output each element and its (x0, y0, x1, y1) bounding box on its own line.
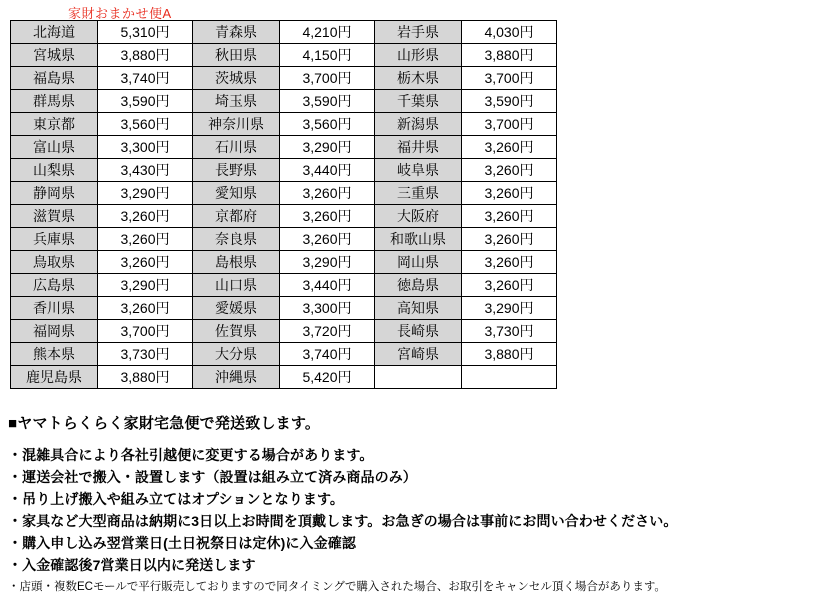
note-line: ・入金確認後7営業日以内に発送します (8, 557, 256, 573)
empty-cell (375, 366, 462, 389)
price-cell: 3,290円 (462, 297, 557, 320)
price-cell: 3,260円 (98, 205, 193, 228)
price-cell: 3,440円 (280, 274, 375, 297)
note-disclaimer: ・店頭・複数ECモールで平行販売しておりますので同タイミングで購入された場合、お取引をキャンセル頂く場合があります。 (8, 581, 666, 593)
price-cell: 4,150円 (280, 44, 375, 67)
prefecture-cell: 大阪府 (375, 205, 462, 228)
price-cell: 3,700円 (280, 67, 375, 90)
price-cell: 3,290円 (280, 136, 375, 159)
price-cell: 3,260円 (98, 297, 193, 320)
price-cell: 5,310円 (98, 21, 193, 44)
notes-heading: ■ヤマトらくらく家財宅急便で発送致します。 (8, 415, 321, 432)
price-cell: 3,260円 (280, 182, 375, 205)
prefecture-cell: 石川県 (193, 136, 280, 159)
price-cell: 3,440円 (280, 159, 375, 182)
table-row (11, 297, 557, 320)
price-cell: 4,030円 (462, 21, 557, 44)
prefecture-cell: 滋賀県 (11, 205, 98, 228)
price-cell: 3,880円 (462, 44, 557, 67)
table-row (11, 366, 557, 389)
prefecture-cell: 宮崎県 (375, 343, 462, 366)
price-cell: 3,300円 (98, 136, 193, 159)
table-row (11, 343, 557, 366)
prefecture-cell: 長崎県 (375, 320, 462, 343)
prefecture-cell: 高知県 (375, 297, 462, 320)
prefecture-cell: 宮城県 (11, 44, 98, 67)
price-cell: 3,260円 (280, 205, 375, 228)
price-cell: 3,730円 (98, 343, 193, 366)
prefecture-cell: 大分県 (193, 343, 280, 366)
price-cell: 3,590円 (280, 90, 375, 113)
note-line: ・混雑具合により各社引越便に変更する場合があります。 (8, 447, 374, 463)
prefecture-cell: 広島県 (11, 274, 98, 297)
note-line: ・運送会社で搬入・設置します（設置は組み立て済み商品のみ） (8, 469, 417, 485)
price-cell: 3,260円 (462, 182, 557, 205)
table-row (11, 136, 557, 159)
price-cell: 3,740円 (280, 343, 375, 366)
price-cell: 3,720円 (280, 320, 375, 343)
prefecture-cell: 秋田県 (193, 44, 280, 67)
table-body (11, 21, 557, 389)
price-cell: 3,700円 (462, 113, 557, 136)
price-cell: 3,730円 (462, 320, 557, 343)
price-cell: 3,590円 (98, 90, 193, 113)
prefecture-cell: 新潟県 (375, 113, 462, 136)
prefecture-cell: 埼玉県 (193, 90, 280, 113)
prefecture-cell: 徳島県 (375, 274, 462, 297)
prefecture-cell: 岩手県 (375, 21, 462, 44)
price-cell: 3,560円 (280, 113, 375, 136)
price-cell: 3,260円 (462, 228, 557, 251)
price-cell: 3,260円 (98, 228, 193, 251)
price-cell: 3,590円 (462, 90, 557, 113)
note-line: ・家具など大型商品は納期に3日以上お時間を頂戴します。お急ぎの場合は事前にお問い合わせください。 (8, 513, 678, 529)
prefecture-cell: 愛媛県 (193, 297, 280, 320)
table-row (11, 251, 557, 274)
table-row (11, 182, 557, 205)
price-cell: 5,420円 (280, 366, 375, 389)
prefecture-cell: 奈良県 (193, 228, 280, 251)
prefecture-cell: 青森県 (193, 21, 280, 44)
prefecture-cell: 佐賀県 (193, 320, 280, 343)
table-row (11, 21, 557, 44)
prefecture-cell: 千葉県 (375, 90, 462, 113)
prefecture-cell: 岐阜県 (375, 159, 462, 182)
price-cell: 3,300円 (280, 297, 375, 320)
table-row (11, 67, 557, 90)
prefecture-cell: 栃木県 (375, 67, 462, 90)
prefecture-cell: 愛知県 (193, 182, 280, 205)
prefecture-cell: 福岡県 (11, 320, 98, 343)
prefecture-cell: 福井県 (375, 136, 462, 159)
price-cell: 3,260円 (280, 228, 375, 251)
empty-cell (462, 366, 557, 389)
prefecture-cell: 沖縄県 (193, 366, 280, 389)
price-cell: 3,880円 (462, 343, 557, 366)
price-cell: 3,260円 (462, 205, 557, 228)
price-cell: 3,260円 (98, 251, 193, 274)
prefecture-cell: 三重県 (375, 182, 462, 205)
prefecture-cell: 群馬県 (11, 90, 98, 113)
price-cell: 3,700円 (98, 320, 193, 343)
table-row (11, 159, 557, 182)
prefecture-cell: 山口県 (193, 274, 280, 297)
prefecture-cell: 山梨県 (11, 159, 98, 182)
note-line: ・吊り上げ搬入や組み立てはオプションとなります。 (8, 491, 345, 507)
table-row (11, 113, 557, 136)
prefecture-cell: 鳥取県 (11, 251, 98, 274)
prefecture-cell: 香川県 (11, 297, 98, 320)
table-row (11, 90, 557, 113)
prefecture-cell: 鹿児島県 (11, 366, 98, 389)
prefecture-cell: 東京都 (11, 113, 98, 136)
prefecture-cell: 富山県 (11, 136, 98, 159)
prefecture-cell: 兵庫県 (11, 228, 98, 251)
price-cell: 4,210円 (280, 21, 375, 44)
prefecture-cell: 静岡県 (11, 182, 98, 205)
price-cell: 3,260円 (462, 136, 557, 159)
price-cell: 3,880円 (98, 44, 193, 67)
price-cell: 3,260円 (462, 251, 557, 274)
prefecture-cell: 和歌山県 (375, 228, 462, 251)
prefecture-cell: 熊本県 (11, 343, 98, 366)
table-row (11, 320, 557, 343)
prefecture-cell: 岡山県 (375, 251, 462, 274)
table-row (11, 274, 557, 297)
page-title: 家財おまかせ便A (68, 6, 172, 21)
note-line: ・購入申し込み翌営業日(土日祝祭日は定休)に入金確認 (8, 535, 356, 551)
prefecture-cell: 茨城県 (193, 67, 280, 90)
notes-section (8, 412, 814, 595)
prefecture-cell: 山形県 (375, 44, 462, 67)
prefecture-cell: 福島県 (11, 67, 98, 90)
price-cell: 3,290円 (98, 182, 193, 205)
prefecture-cell: 北海道 (11, 21, 98, 44)
price-cell: 3,880円 (98, 366, 193, 389)
price-cell: 3,290円 (98, 274, 193, 297)
table-row (11, 228, 557, 251)
table-row (11, 44, 557, 67)
price-cell: 3,430円 (98, 159, 193, 182)
price-cell: 3,260円 (462, 274, 557, 297)
table-row (11, 205, 557, 228)
prefecture-cell: 島根県 (193, 251, 280, 274)
price-cell: 3,700円 (462, 67, 557, 90)
price-cell: 3,290円 (280, 251, 375, 274)
price-cell: 3,740円 (98, 67, 193, 90)
price-cell: 3,560円 (98, 113, 193, 136)
prefecture-cell: 神奈川県 (193, 113, 280, 136)
prefecture-cell: 長野県 (193, 159, 280, 182)
shipping-rates-table (10, 20, 557, 389)
price-cell: 3,260円 (462, 159, 557, 182)
prefecture-cell: 京都府 (193, 205, 280, 228)
